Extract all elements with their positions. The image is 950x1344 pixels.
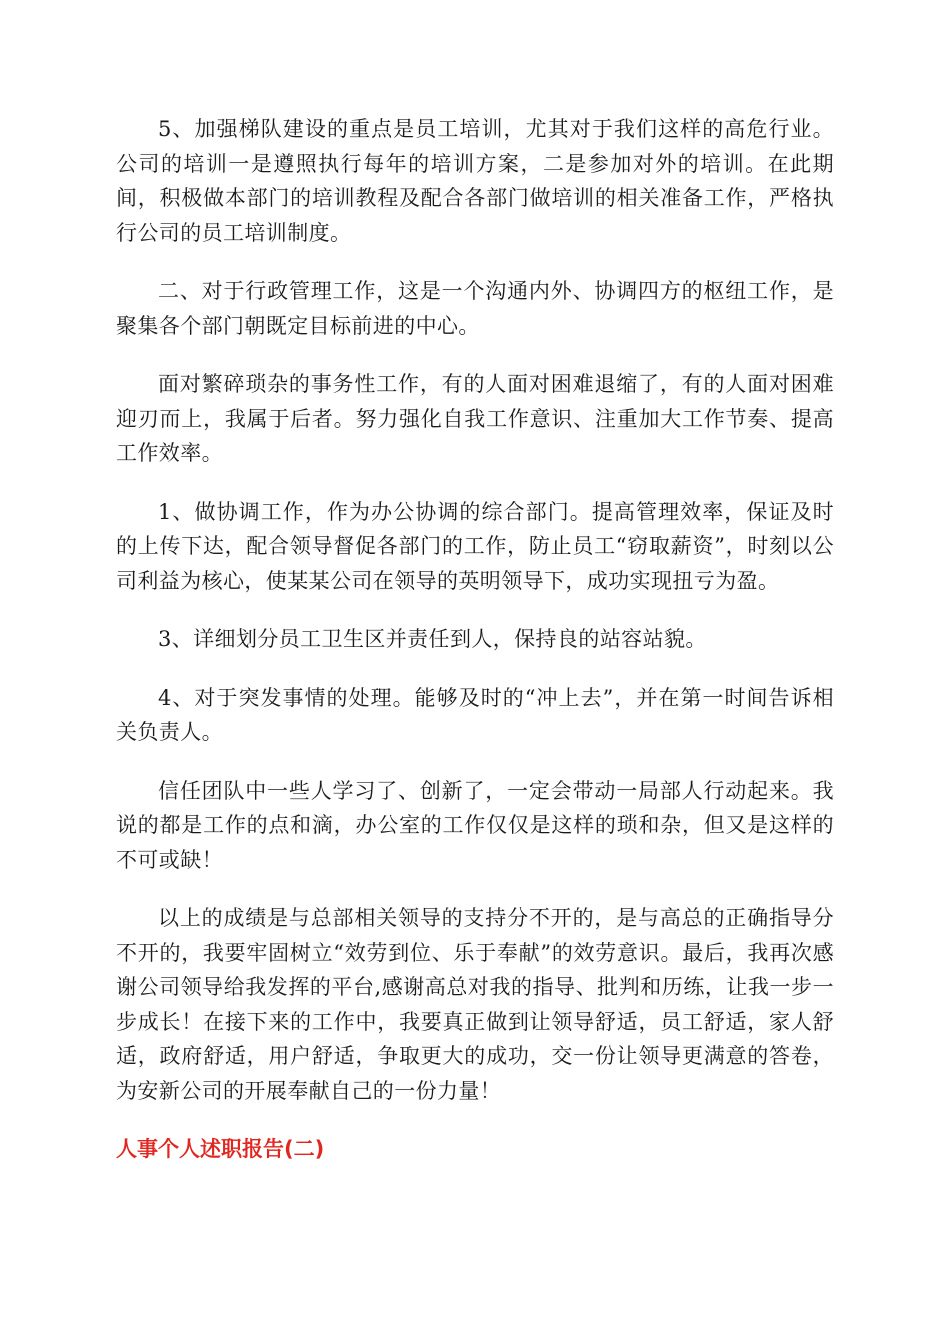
paragraph-coordination: 1、做协调工作，作为办公协调的综合部门。提高管理效率，保证及时的上传下达，配合领导督促各部门的工作，防止员工“窃取薪资”，时刻以公司利益为核心，使某某公司在领导的英明领导下，成功实现扭亏为盈。 bbox=[116, 499, 834, 593]
paragraph-staff-training: 5、加强梯队建设的重点是员工培训，尤其对于我们这样的高危行业。公司的培训一是遵照执行每年的培训方案，二是参加对外的培训。在此期间，积极做本部门的培训教程及配合各部门做培训的相关准备工作，严格执行公司的员工培训制度。 bbox=[116, 117, 834, 245]
paragraph-emergency: 4、对于突发事情的处理。能够及时的“冲上去”，并在第一时间告诉相关负责人。 bbox=[116, 685, 834, 744]
paragraph-admin-management: 二、对于行政管理工作，这是一个沟通内外、协调四方的枢纽工作，是聚集各个部门朝既定目标前进的中心。 bbox=[116, 279, 834, 338]
section-heading: 人事个人述职报告(二) bbox=[116, 1137, 325, 1161]
paragraph-sanitation: 3、详细划分员工卫生区并责任到人，保持良的站容站貌。 bbox=[158, 627, 707, 651]
paragraph-facing-work: 面对繁碎琐杂的事务性工作，有的人面对困难退缩了，有的人面对困难迎刃而上，我属于后者。努力强化自我工作意识、注重加大工作节奏、提高工作效率。 bbox=[116, 372, 834, 465]
paragraph-conclusion: 以上的成绩是与总部相关领导的支持分不开的，是与高总的正确指导分不开的，我要牢固树立“效劳到位、乐于奉献”的效劳意识。最后，我再次感谢公司领导给我发挥的平台,感谢高总对我的指导、批判和历练，让我一步一步成长！在接下来的工作中，我要真正做到让领导舒适，员工舒适，家人舒适，政府舒适，用户舒适，争取更大的成功，交一份让领导更满意的答卷，为安新公司的开展奉献自己的一份力量！ bbox=[116, 906, 834, 1103]
paragraph-team-trust: 信任团队中一些人学习了、创新了，一定会带动一局部人行动起来。我说的都是工作的点和滴，办公室的工作仅仅是这样的琐和杂，但又是这样的不可或缺！ bbox=[116, 778, 834, 872]
